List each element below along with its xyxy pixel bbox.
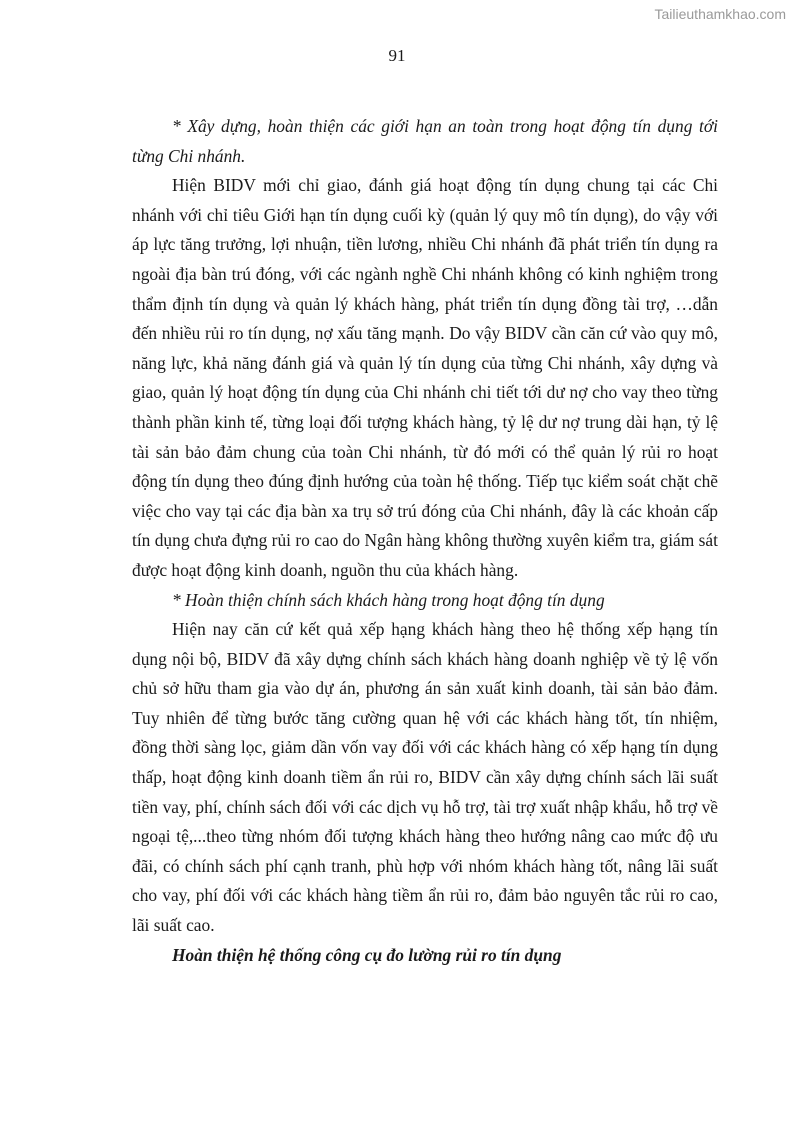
watermark: Tailieuthamkhao.com [654, 6, 786, 22]
page-number: 91 [388, 46, 406, 65]
section-heading-safety-limits: * Xây dựng, hoàn thiện các giới hạn an toàn trong hoạt động tín dụng tới từng Chi nhánh. [132, 116, 718, 166]
paragraph-customer-policy: Hiện nay căn cứ kết quả xếp hạng khách hàng theo hệ thống xếp hạng tín dụng nội bộ, BIDV đã xây dựng chính sách khách hàng doanh nghiệp về tỷ lệ vốn chủ sở hữu tham gia vào dự án, phương án sản xuất kinh doanh, tài sản bảo đảm. Tuy nhiên để từng bước tăng cường quan hệ với các khách hàng tốt, tín nhiệm, đồng thời sàng lọc, giảm dần vốn vay đối với các khách hàng có xếp hạng tín dụng thấp, hoạt động kinh doanh tiềm ẩn rủi ro, BIDV cần xây dựng chính sách lãi suất tiền vay, phí, chính sách đối với các dịch vụ hỗ trợ, tài trợ xuất nhập khẩu, hỗ trợ về ngoại tệ,...theo từng nhóm đối tượng khách hàng theo hướng nâng cao mức độ ưu đãi, có chính sách phí cạnh tranh, phù hợp với nhóm khách hàng tốt, nâng lãi suất cho vay, phí đối với các khách hàng tiềm ẩn rủi ro, đảm bảo nguyên tắc rủi ro cao, lãi suất cao. [132, 619, 718, 936]
paragraph-credit-limits: Hiện BIDV mới chỉ giao, đánh giá hoạt động tín dụng chung tại các Chi nhánh với chỉ tiêu Giới hạn tín dụng cuối kỳ (quản lý quy mô tín dụng), do vậy với áp lực tăng trưởng, lợi nhuận, tiền lương, nhiều Chi nhánh đã phát triển tín dụng ra ngoài địa bàn trú đóng, với các ngành nghề Chi nhánh không có kinh nghiệm trong thẩm định tín dụng và quản lý khách hàng, phát triển tín dụng đồng tài trợ, …dẫn đến nhiều rủi ro tín dụng, nợ xấu tăng mạnh. Do vậy BIDV cần căn cứ vào quy mô, năng lực, khả năng đánh giá và quản lý tín dụng của từng Chi nhánh, xây dựng và giao, quản lý hoạt động tín dụng của Chi nhánh chi tiết tới dư nợ cho vay theo từng thành phần kinh tế, từng loại đối tượng khách hàng, tỷ lệ dư nợ trung dài hạn, tỷ lệ tài sản bảo đảm chung của toàn Chi nhánh, từ đó mới có thể quản lý rủi ro hoạt động tín dụng theo đúng định hướng của toàn hệ thống. Tiếp tục kiểm soát chặt chẽ việc cho vay tại các địa bàn xa trụ sở trú đóng của Chi nhánh, đây là các khoản cấp tín dụng chưa đựng rủi ro cao do Ngân hàng không thường xuyên kiểm tra, giám sát được hoạt động kinh doanh, nguồn thu của khách hàng. [132, 175, 718, 580]
section-heading-measurement-tools: Hoàn thiện hệ thống công cụ đo lường rủi ro tín dụng [172, 944, 562, 965]
section-heading-customer-policy: * Hoàn thiện chính sách khách hàng trong hoạt động tín dụng [172, 589, 605, 610]
page-body [132, 112, 718, 970]
